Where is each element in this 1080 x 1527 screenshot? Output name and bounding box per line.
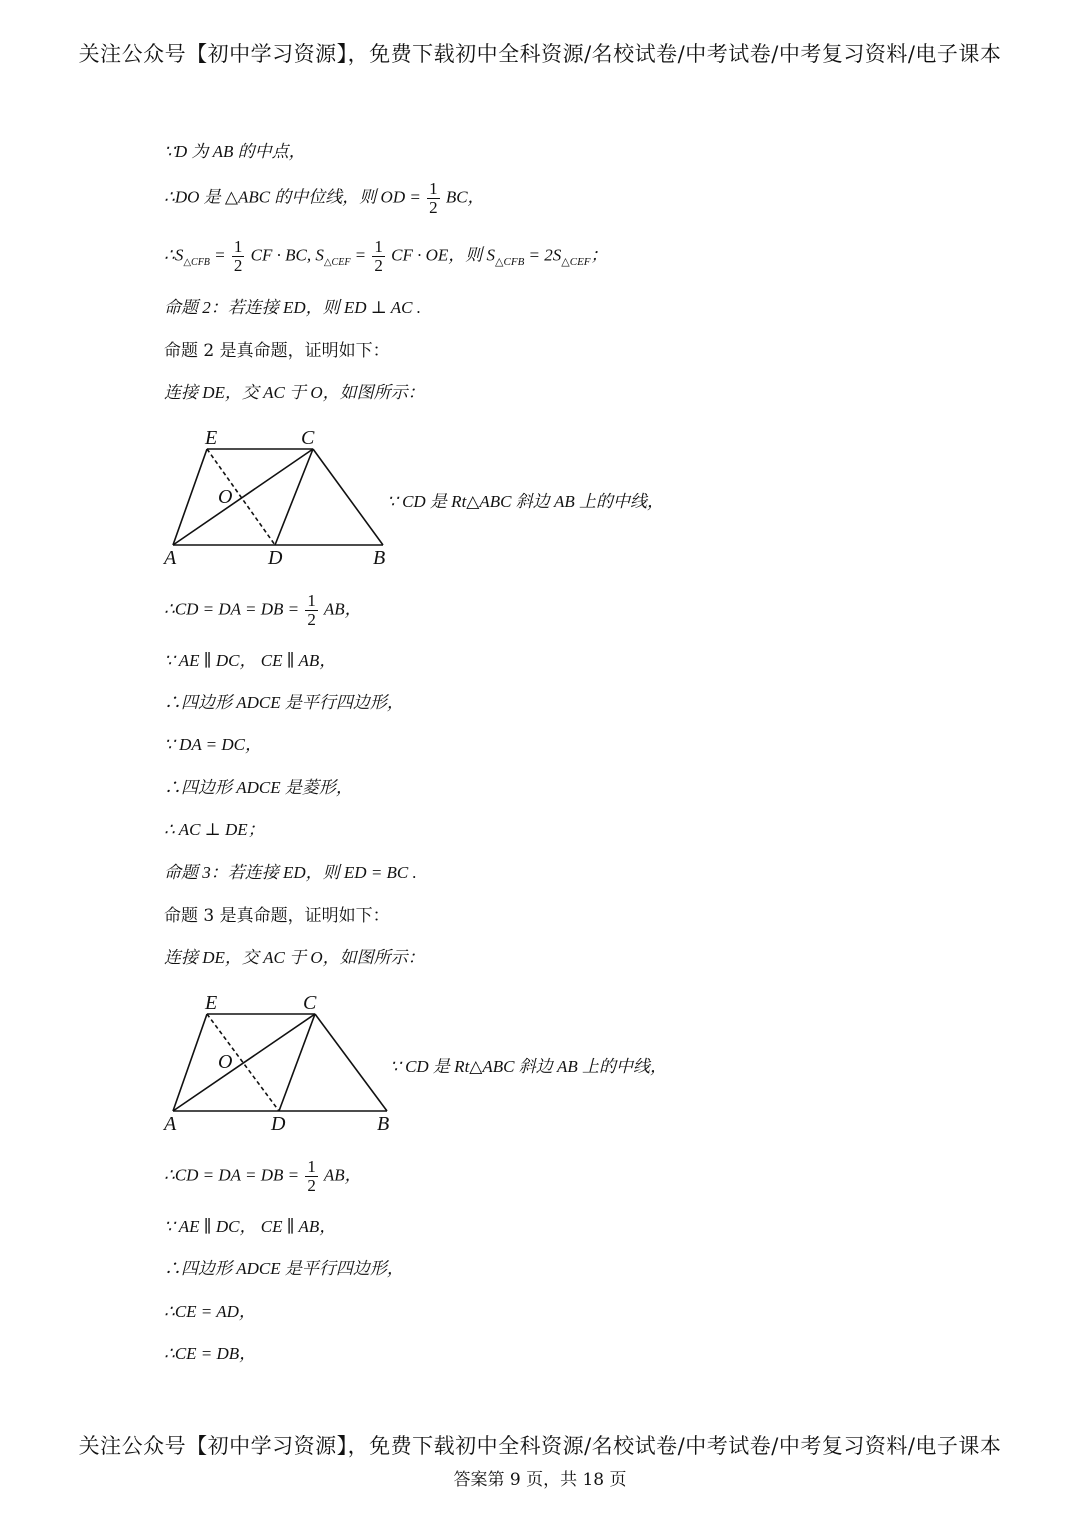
segment-AC <box>173 1014 315 1111</box>
fraction <box>305 1158 318 1195</box>
text-line <box>164 238 608 275</box>
text-line: 连接 DE，交 AC 于 O，如图所示： <box>164 383 425 402</box>
text-segment: ∴DO 是 △ABC 的中位线，则 OD = <box>164 187 421 207</box>
vertex-label-E: E <box>205 427 218 449</box>
geometry-diagram-2 <box>160 990 400 1140</box>
text-segment: = <box>354 245 367 265</box>
subscript: △CFB <box>183 256 210 268</box>
segment-AE <box>173 449 207 545</box>
text-line <box>164 1158 362 1195</box>
text-line: ∴四边形 ADCE 是平行四边形， <box>164 1259 404 1278</box>
text-segment: ∴CD = DA = DB = <box>164 1165 300 1185</box>
diagram-note: ∵ CD 是 Rt△ABC 斜边 AB 上的中线， <box>387 492 664 511</box>
segment-CB <box>313 449 383 545</box>
text-line <box>164 180 485 217</box>
text-line: 命题 3：若连接 ED，则 ED = BC . <box>164 863 417 882</box>
text-segment: ∴CD = DA = DB = <box>164 599 300 619</box>
text-line: ∵ AE ∥ DC， CE ∥ AB， <box>164 651 337 670</box>
text-line: 命题 2：若连接 ED，则 ED ⊥ AC . <box>164 298 421 317</box>
text-line: 命题 2 是真命题，证明如下： <box>164 341 390 361</box>
fraction-denominator: 2 <box>429 198 438 217</box>
text-segment: ； <box>590 245 608 265</box>
text-line: ∵ AE ∥ DC， CE ∥ AB， <box>164 1217 337 1236</box>
subscript: △CEF <box>323 256 351 268</box>
vertex-label-E: E <box>205 992 218 1014</box>
text-line: ∴CE = DB， <box>164 1344 257 1363</box>
fraction <box>232 238 245 275</box>
vertex-label-O: O <box>218 1051 233 1073</box>
segment-CB <box>315 1014 387 1111</box>
vertex-label-D: D <box>271 1113 286 1135</box>
fraction-numerator: 1 <box>374 237 383 256</box>
fraction-numerator: 1 <box>429 179 438 198</box>
fraction-numerator: 1 <box>233 237 243 256</box>
text-line: 命题 3 是真命题，证明如下： <box>164 906 390 926</box>
header-banner: 关注公众号【初中学习资源】，免费下载初中全科资源/名校试卷/中考试卷/中考复习资料/电子课本 <box>78 42 1002 66</box>
fraction-numerator: 1 <box>307 591 316 610</box>
text-line: ∴四边形 ADCE 是菱形， <box>164 778 353 797</box>
text-segment: ∴S <box>164 245 184 265</box>
vertex-label-C: C <box>303 992 317 1014</box>
segment-AC <box>173 449 313 545</box>
fraction <box>427 180 440 217</box>
text-segment: = <box>214 245 226 265</box>
page-number: 答案第 9 页，共 18 页 <box>453 1470 627 1490</box>
fraction-denominator: 2 <box>374 256 383 275</box>
segment-AE <box>173 1014 207 1111</box>
text-line: ∴ AC ⊥ DE； <box>164 820 265 839</box>
fraction-denominator: 2 <box>307 1176 316 1195</box>
vertex-label-C: C <box>301 427 315 449</box>
text-line <box>164 592 362 629</box>
vertex-label-B: B <box>373 547 386 569</box>
text-segment: BC， <box>445 187 485 207</box>
fraction-numerator: 1 <box>307 1157 316 1176</box>
diagram-note: ∵ CD 是 Rt△ABC 斜边 AB 上的中线， <box>390 1057 667 1076</box>
subscript: △CFB <box>495 255 525 268</box>
text-segment: = 2S <box>528 245 562 265</box>
text-segment: AB， <box>323 1165 362 1185</box>
vertex-label-A: A <box>164 1113 177 1135</box>
fraction-denominator: 2 <box>233 256 243 275</box>
text-line: ∴CE = AD， <box>164 1302 256 1321</box>
text-segment: CF · BC, S <box>250 245 324 265</box>
text-line: ∴四边形 ADCE 是平行四边形， <box>164 693 404 712</box>
text-line: 连接 DE，交 AC 于 O，如图所示： <box>164 948 425 967</box>
vertex-label-D: D <box>268 547 283 569</box>
segment-CD <box>279 1014 315 1111</box>
vertex-label-B: B <box>377 1113 390 1135</box>
vertex-label-A: A <box>164 547 177 569</box>
fraction <box>372 238 385 275</box>
text-segment: AB， <box>323 599 362 619</box>
text-line: ∵ DA = DC， <box>164 735 263 754</box>
geometry-diagram-1 <box>160 424 400 574</box>
vertex-label-O: O <box>218 486 233 508</box>
text-segment: CF · OE，则 S <box>391 245 496 265</box>
segment-CD <box>275 449 313 545</box>
footer-banner: 关注公众号【初中学习资源】，免费下载初中全科资源/名校试卷/中考试卷/中考复习资料/电子课本 <box>78 1434 1002 1458</box>
text-line: ∵D 为 AB 的中点， <box>164 142 306 161</box>
fraction <box>305 592 318 629</box>
subscript: △CEF <box>561 255 591 268</box>
fraction-denominator: 2 <box>307 610 316 629</box>
